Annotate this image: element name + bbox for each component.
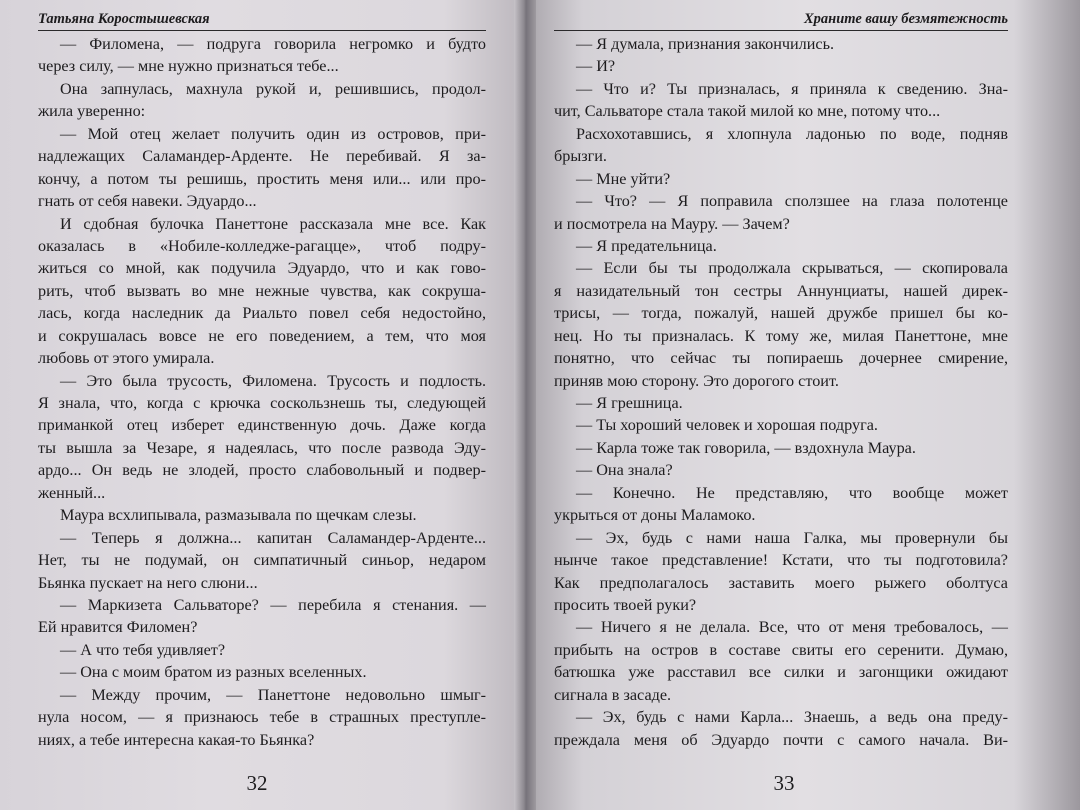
text-line: Маура всхлипывала, размазывала по щечкам слезы. — [60, 506, 417, 525]
text-line: — Эх, будь с нами Карла... Знаешь, а ведь она преду- — [576, 708, 1008, 727]
text-line: ты вышла за Чезаре, я надеялась, что после развода Эду- — [38, 438, 486, 457]
text-line: Ей нравится Филомен? — [38, 618, 198, 637]
text-line: — Карла тоже так говорила, — вздохнула Маура. — [576, 438, 916, 457]
text-line: — А что тебя удивляет? — [60, 640, 226, 659]
text-line: — Если бы ты продолжала скрываться, — скопировала — [576, 259, 1008, 278]
text-line: нула носом, — я признаюсь тебе в страшных преступле- — [38, 708, 486, 727]
text-line: чит, Сальваторе стала такой милой ко мне, потому что... — [554, 102, 941, 121]
text-line: — Она знала? — [576, 461, 673, 480]
text-line: — Эх, будь с нами наша Галка, мы провернули бы — [576, 528, 1008, 547]
text-line: жила уверенно: — [38, 102, 146, 121]
text-line: — Между прочим, — Панеттоне недовольно шмыг- — [60, 685, 486, 704]
text-line: нец. Но ты призналась. К тому же, милая Панеттоне, мне — [554, 326, 1008, 345]
text-line: укрыться от доны Маламоко. — [554, 506, 756, 525]
text-line: я назидательный тон сестры Аннунциаты, нашей дирек- — [554, 281, 1008, 300]
left-page-number: 32 — [246, 771, 268, 795]
text-line: — Я грешница. — [576, 394, 683, 412]
text-line: — Маркизета Сальваторе? — перебила я стенания. — — [60, 595, 486, 614]
left-running-head: Татьяна Коростышевская — [38, 10, 486, 31]
right-page — [528, 0, 1080, 810]
text-line: гнать от себя навеки. Эдуардо... — [38, 192, 257, 211]
text-line: оказалась в «Нобиле-колледже-рагацце», чтоб подру- — [38, 236, 486, 255]
text-line: приманкой отец изберет единственную дочь. Даже когда — [38, 416, 486, 435]
text-line: трисы, — тогда, пожалуй, нашей дружбе пришел бы ко- — [554, 304, 1008, 323]
text-line: любовь от этого умирала. — [38, 349, 215, 368]
text-line: Расхохотавшись, я хлопнула ладонью по воде, подняв — [576, 124, 1008, 143]
text-line: — Мой отец желает получить один из островов, при- — [60, 124, 486, 143]
text-line: сигнала в засаде. — [554, 685, 672, 704]
text-line: приняв мою сторону. Это дорогого стоит. — [554, 371, 839, 390]
text-line: женный... — [38, 483, 106, 502]
text-line: ниях, а тебе интересна какая-то Бьянка? — [38, 730, 315, 749]
text-line: — Мне уйти? — [576, 169, 671, 188]
text-line: понятно, что сейчас ты попираешь дочернее смирение, — [554, 349, 1008, 368]
right-page-text — [554, 33, 1008, 751]
text-line: прибыть на остров в составе свиты его серенити. Думаю, — [554, 640, 1008, 659]
text-line: Как предполагалось заставить моего рыжего оболтуса — [554, 573, 1008, 592]
text-line: батюшка уже расставил все силки и загонщики ожидают — [554, 663, 1008, 682]
text-line: лась, когда наследник да Риальто повел себя недостойно, — [38, 304, 486, 323]
text-line: нынче такое представление! Кстати, что ты подготовила? — [554, 551, 1008, 570]
text-line: — Теперь я должна... капитан Саламандер-Арденте... — [60, 528, 486, 547]
text-line: Я знала, что, когда с крючка соскользнешь ты, следующей — [38, 394, 486, 412]
text-line: — Я предательница. — [576, 236, 717, 255]
right-running-head: Храните вашу безмятежность — [554, 10, 1008, 31]
text-line: — Что и? Ты призналась, я приняла к сведению. Зна- — [576, 79, 1008, 98]
text-line: — Конечно. Не представляю, что вообще может — [576, 483, 1008, 502]
right-page-number: 33 — [773, 771, 795, 795]
text-line: рить, чтоб вызвать во мне нежные чувства, как сокруша- — [38, 281, 486, 300]
text-line: — Ничего я не делала. Все, что от меня требовалось, — — [576, 618, 1008, 637]
text-line: И сдобная булочка Панеттоне рассказала мне все. Как — [60, 214, 486, 233]
text-line: просить твоей руки? — [554, 595, 697, 614]
text-line: — Я думала, признания закончились. — [576, 35, 835, 53]
text-line: Она запнулась, махнула рукой и, решившись, продол- — [60, 79, 486, 98]
left-page-text — [38, 33, 486, 751]
text-line: — Она с моим братом из разных вселенных. — [60, 663, 367, 682]
text-line: и сокрушалась вовсе не его поведением, а тем, что моя — [38, 326, 486, 345]
text-line: — Ты хороший человек и хорошая подруга. — [576, 416, 878, 435]
text-line: — Что? — Я поправила сползшее на глаза полотенце — [576, 192, 1008, 211]
text-line: кончу, а потом ты решишь, простить меня или... или про- — [38, 169, 486, 188]
text-line: преждала меня об Эдуардо почти с самого начала. Ви- — [554, 730, 1008, 749]
text-line: — И? — [576, 57, 616, 76]
text-line: и посмотрела на Мауру. — Зачем? — [554, 214, 790, 233]
book-gutter — [514, 0, 536, 810]
text-line: житься со мной, как подучила Эдуардо, что и как гово- — [38, 259, 486, 278]
text-line: через силу, — мне нужно признаться тебе... — [38, 57, 339, 76]
text-line: надлежащих Саламандер-Арденте. Не перебивай. Я за- — [38, 147, 486, 166]
text-line: — Это была трусость, Филомена. Трусость и подлость. — [60, 371, 486, 390]
text-line: — Филомена, — подруга говорила негромко и будто — [60, 35, 486, 53]
text-line: брызги. — [554, 147, 607, 166]
text-line: Нет, ты не подумай, он симпатичный синьор, недаром — [38, 551, 486, 570]
text-line: ардо... Он ведь не злодей, просто слабовольный и подвер- — [38, 461, 486, 480]
left-page — [0, 0, 522, 810]
text-line: Бьянка пускает на него слюни... — [38, 573, 258, 592]
